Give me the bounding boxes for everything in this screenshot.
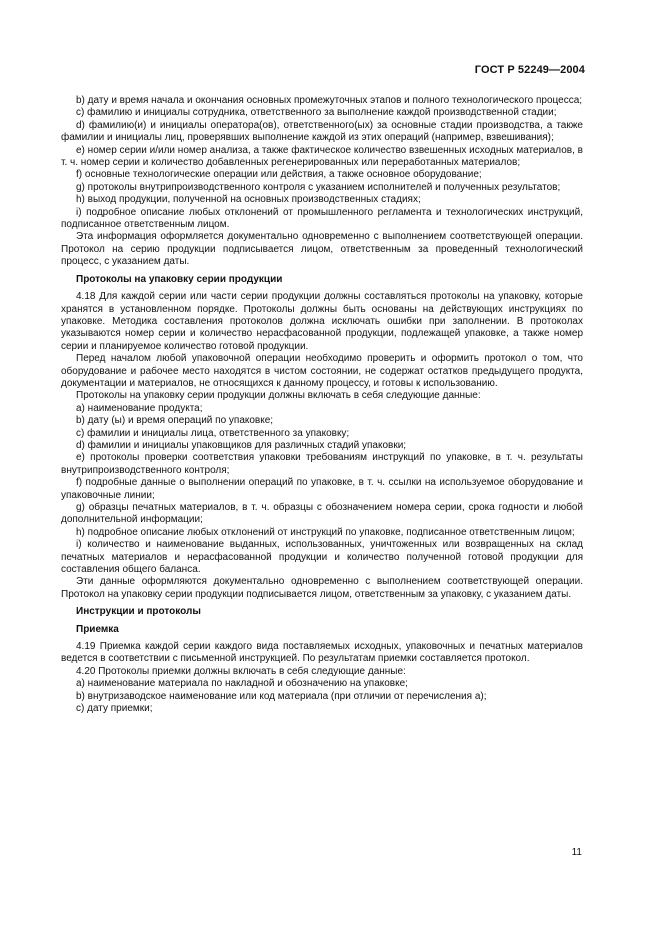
paragraph: d) фамилию(и) и инициалы оператора(ов), ответственного(ых) за основные стадии производства, а также фамилии и инициалы лиц, проверявших выполнение каждой из этих операций (например, взвешивания);: [61, 119, 583, 144]
paragraph: Перед началом любой упаковочной операции необходимо проверить и оформить протокол о том, что оборудование и рабочее место находятся в чистом состоянии, не содержат остатков предыдущего продукта, документации и материалов, не относящихся к данному процессу, и готовы к использованию.: [61, 353, 583, 389]
paragraph: 4.20 Протоколы приемки должны включать в себя следующие данные:: [76, 665, 406, 677]
paragraph: a) наименование продукта;: [76, 402, 203, 414]
paragraph: Эти данные оформляются документально одновременно с выполнением соответствующей операции. Протокол на упаковку серии продукции подписывается лицом, ответственным за упаковку, с указанием даты.: [61, 576, 583, 600]
section-heading: Приемка: [76, 623, 119, 635]
paragraph: 4.18 Для каждой серии или части серии продукции должны составляться протоколы на упаковку, которые хранятся в установленном порядке. Протоколы должны быть основаны на действующих инструкциях по упаковке. Методика составления протоколов должна исключать ошибки при заполнении. В протоколах указываются номер серии и количество нерасфасованной продукции, подлежащей упаковке, а также номер серии и планируемое количество готовой продукции.: [61, 291, 583, 352]
paragraph: d) фамилии и инициалы упаковщиков для различных стадий упаковки;: [76, 439, 407, 451]
paragraph: i) количество и наименование выданных, использованных, уничтоженных или возвращенных на склад печатных материалов и нерасфасованной продукции и количество полученной готовой продукции для составления общего баланса.: [61, 539, 583, 576]
paragraph: h) подробное описание любых отклонений от инструкций по упаковке, подписанное ответственным лицом;: [76, 526, 575, 538]
paragraph: с) дату приемки;: [76, 703, 153, 715]
paragraph: g) протоколы внутрипроизводственного контроля с указанием исполнителей и полученных результатов;: [76, 181, 561, 193]
paragraph: f) подробные данные о выполнении операций по упаковке, в т. ч. ссылки на используемое оборудование и упаковочные линии;: [61, 477, 583, 501]
paragraph: i) подробное описание любых отклонений от промышленного регламента и технологических инструкций, подписанное ответственным лицом.: [61, 206, 583, 231]
paragraph: c) фамилии и инициалы лица, ответственного за упаковку;: [76, 427, 350, 439]
section-heading: Инструкции и протоколы: [76, 606, 201, 618]
paragraph: b) дату (ы) и время операций по упаковке;: [76, 415, 274, 427]
page-number: 11: [571, 847, 582, 858]
paragraph: c) фамилию и инициалы сотрудника, ответственного за выполнение каждой производственной стадии;: [76, 107, 557, 119]
paragraph: h) выход продукции, полученной на основных производственных стадиях;: [76, 194, 421, 206]
paragraph: g) образцы печатных материалов, в т. ч. образцы с обозначением номера серии, срока годности и любой дополнительной информации;: [61, 502, 583, 526]
paragraph: Протоколы на упаковку серии продукции должны включать в себя следующие данные:: [76, 390, 481, 402]
document-body: [61, 95, 583, 716]
document-header: ГОСТ Р 52249—2004: [474, 64, 585, 76]
paragraph: b) дату и время начала и окончания основных промежуточных этапов и полного технологического процесса;: [76, 95, 583, 106]
paragraph: b) внутризаводское наименование или код материала (при отличии от перечисления а);: [76, 690, 487, 702]
paragraph: f) основные технологические операции или действия, а также основное оборудование;: [76, 169, 482, 181]
paragraph: e) номер серии и/или номер анализа, а также фактическое количество взвешенных исходных материалов, в т. ч. номер серии и количество добавленных регенерированных или переработанных материалов;: [61, 144, 583, 169]
section-heading: Протоколы на упаковку серии продукции: [76, 273, 283, 285]
paragraph: e) протоколы проверки соответствия упаковки требованиям инструкций по упаковке, в т. ч. результаты внутрипроизводственного контроля;: [61, 452, 583, 476]
paragraph: 4.19 Приемка каждой серии каждого вида поставляемых исходных, упаковочных и печатных материалов ведется в соответствии с письменной инструкцией. По результатам приемки составляется протокол.: [61, 641, 583, 665]
paragraph: а) наименование материала по накладной и обозначению на упаковке;: [76, 678, 408, 690]
paragraph: Эта информация оформляется документально одновременно с выполнением соответствующей операции. Протокол на серию продукции подписывается лицом, ответственным за проведенный технологический процесс, с указанием даты.: [61, 231, 583, 268]
